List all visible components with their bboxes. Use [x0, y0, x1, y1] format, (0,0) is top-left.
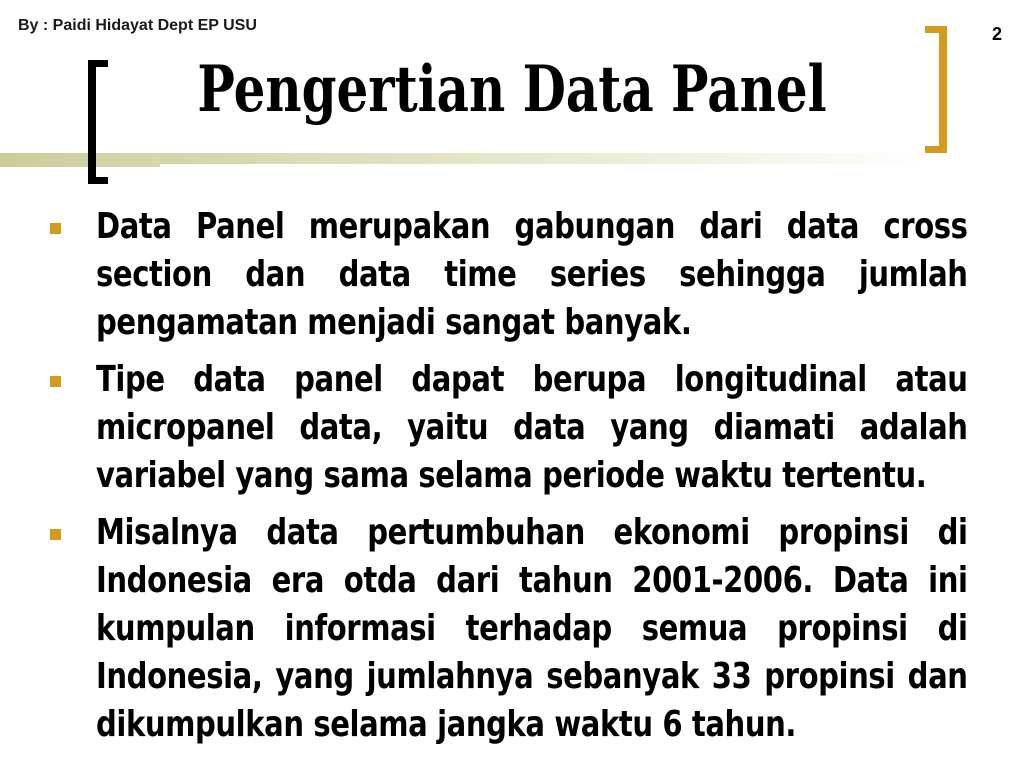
decorative-bar-right: [160, 153, 930, 164]
slide-title: Pengertian Data Panel: [197, 52, 827, 127]
square-bullet-icon: [50, 223, 61, 234]
right-bracket-decoration: [925, 26, 947, 153]
bullet-text: Tipe data panel dapat berupa longitudinal atau micropanel data, yaitu data yang diamati adalah variabel yang sama selama periode waktu tertentu.: [96, 359, 968, 496]
bullet-text: Misalnya data pertumbuhan ekonomi propinsi di Indonesia era otda dari tahun 2001-2006. Data ini kumpulan informasi terhadap semua propinsi di Indonesia, yang jumlahnya sebanyak 33 propinsi dan dikumpulkan selama jangka waktu 6 tahun.: [96, 512, 968, 745]
page-number: 2: [991, 24, 1002, 44]
square-bullet-icon: [50, 529, 61, 540]
bullet-item: [40, 203, 970, 347]
left-bracket-decoration: [88, 60, 108, 184]
bullet-list: [40, 203, 970, 758]
decorative-bar-left: [0, 153, 160, 167]
author-label: By : Paidi Hidayat Dept EP USU: [18, 17, 257, 34]
bullet-text: Data Panel merupakan gabungan dari data cross section dan data time series sehingga jumlah pengamatan menjadi sangat banyak.: [96, 206, 968, 343]
square-bullet-icon: [50, 376, 61, 387]
bullet-item: [40, 509, 970, 749]
bullet-item: [40, 356, 970, 500]
